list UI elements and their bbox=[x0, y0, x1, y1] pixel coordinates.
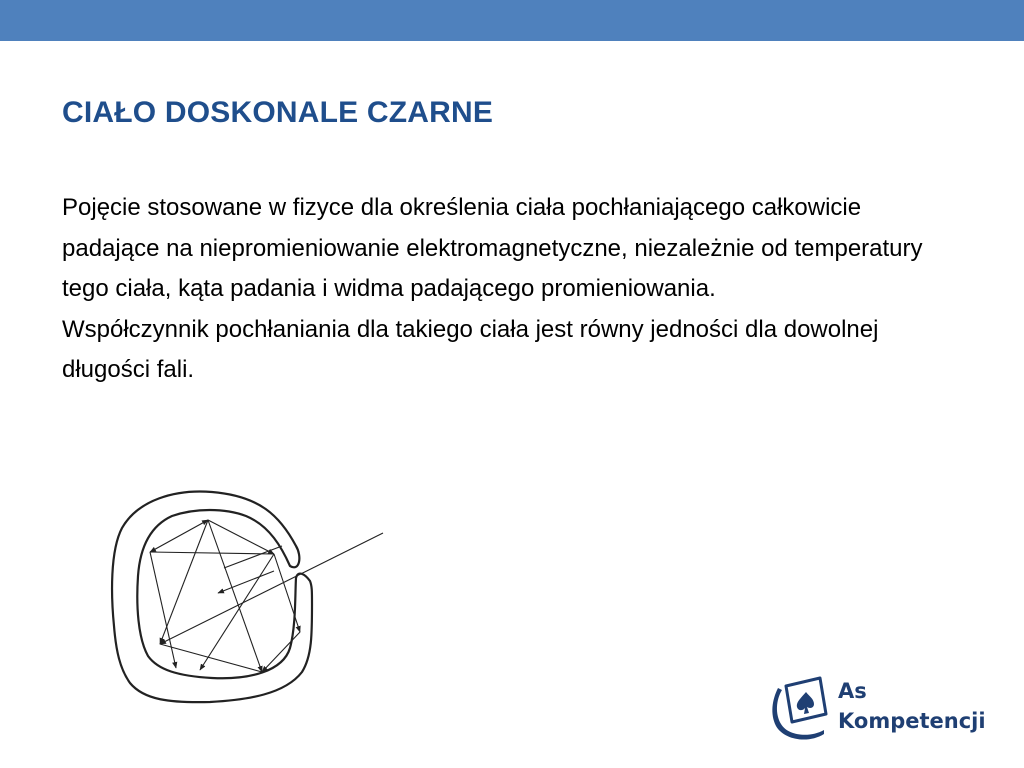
top-bar bbox=[0, 0, 1024, 41]
logo-line-2: Kompetencji bbox=[838, 709, 986, 733]
body-paragraph-2: Współczynnik pochłaniania dla takiego ciała jest równy jedności dla dowolnej długości fali. bbox=[62, 315, 879, 383]
logo-text bbox=[838, 676, 986, 736]
cavity-wall bbox=[112, 492, 312, 703]
logo bbox=[768, 674, 998, 744]
logo-line-1: As bbox=[838, 679, 867, 703]
spade-icon bbox=[768, 674, 834, 744]
slide-body bbox=[62, 188, 962, 391]
black-body-cavity-diagram bbox=[100, 486, 390, 708]
slide-title: CIAŁO DOSKONALE CZARNE bbox=[62, 96, 494, 129]
body-paragraph-1: Pojęcie stosowane w fizyce dla określenia ciała pochłaniającego całkowicie padające na niepromieniowanie elektromagnetyczne, niezależnie od temperatury tego ciała, kąta padania i widma padającego promieniowania. bbox=[62, 194, 923, 302]
